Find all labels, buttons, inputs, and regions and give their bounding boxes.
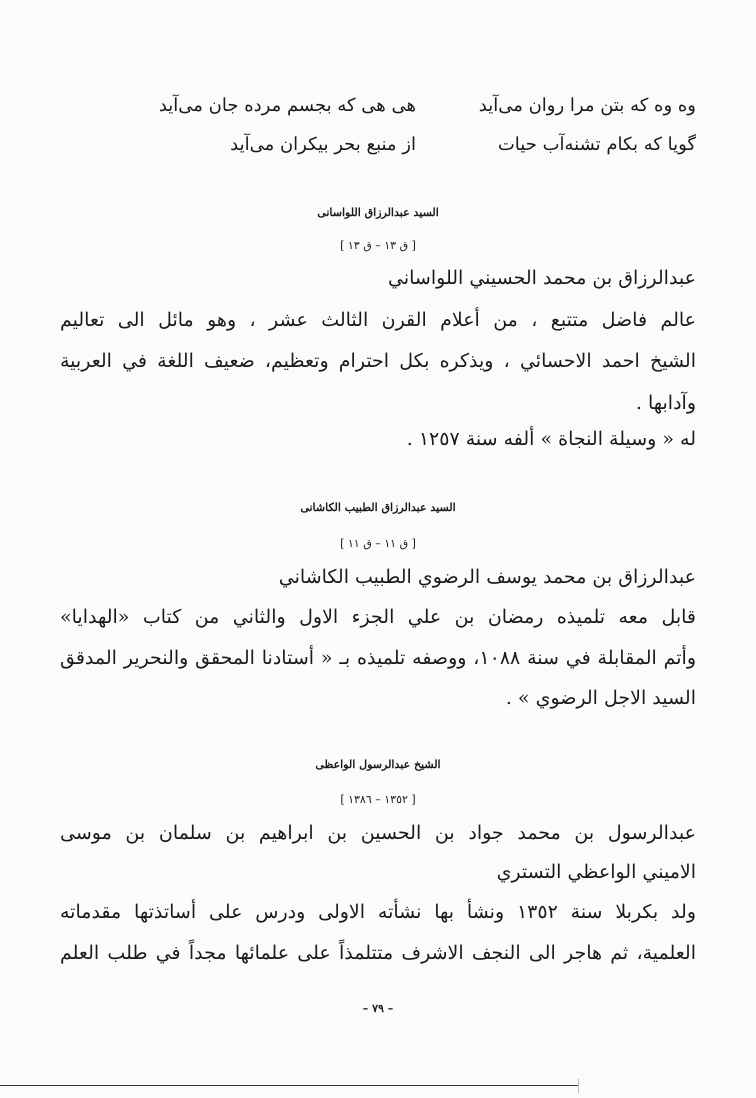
entry-line: ولد بكربلا سنة ١٣٥٢ ونشأ بها نشأته الاولى ودرس على أساتذتها مقدماته <box>60 901 696 923</box>
entry-line: الشيخ احمد الاحسائي ، ويذكره بكل احترام وتعظيم، ضعيف اللغة في العربية <box>60 350 696 372</box>
entry-line: وآدابها . <box>635 392 696 414</box>
entry-line: السيد الاجل الرضوي » . <box>505 687 696 709</box>
poem-line2-right: گویا که بکام تشنه‌آب حیات <box>497 134 696 155</box>
entry-dates: [ ق ١١ – ق ١١ ] <box>340 537 416 550</box>
scan-edge-mark <box>578 1079 579 1093</box>
page-number: – ٧٩ – <box>362 1002 394 1015</box>
entry-dates: [ ق ١٣ – ق ١٣ ] <box>340 239 416 252</box>
entry-line: وأتم المقابلة في سنة ١٠٨٨، ووصفه تلميذه بـ « أستادنا المحقق والنحرير المدقق <box>60 647 696 669</box>
entry-line: عالم فاضل متتبع ، من أعلام القرن الثالث عشر ، وهو مائل الى تعاليم <box>60 309 696 331</box>
entry-line: له « وسيلة النجاة » ألفه سنة ١٢٥٧ . <box>406 428 696 450</box>
poem-line1-right: وه وه که بتن مرا روان می‌آید <box>478 95 696 116</box>
entry-heading: الشيخ عبدالرسول الواعظى <box>315 758 441 771</box>
poem-line2-left: از منبع بحر بیکران می‌آید <box>230 134 416 155</box>
entry-line: الاميني الواعظي التستري <box>496 861 696 883</box>
entry-line: عبدالرسول بن محمد جواد بن الحسين بن ابراهيم بن سلمان بن موسى <box>60 822 696 844</box>
entry-line: قابل معه تلميذه رمضان بن علي الجزء الاول والثاني من كتاب «الهدايا» <box>60 606 696 628</box>
entry-heading: السيد عبدالرزاق الطبيب الكاشانى <box>300 501 456 514</box>
entry-heading: السيد عبدالرزاق اللواسانى <box>317 206 439 219</box>
poem-line1-left: هی هی که بجسم مرده جان می‌آید <box>158 95 416 116</box>
entry-line: العلمية، ثم هاجر الى النجف الاشرف متتلمذاً على علمائها مجداً في طلب العلم <box>60 942 696 964</box>
entry-line: عبدالرزاق بن محمد الحسيني اللواساني <box>388 267 696 289</box>
entry-line: عبدالرزاق بن محمد يوسف الرضوي الطبيب الكاشاني <box>278 566 696 588</box>
bottom-rule <box>0 1085 578 1086</box>
entry-dates: [ ١٣٥٢ – ١٣٨٦ ] <box>340 793 416 806</box>
